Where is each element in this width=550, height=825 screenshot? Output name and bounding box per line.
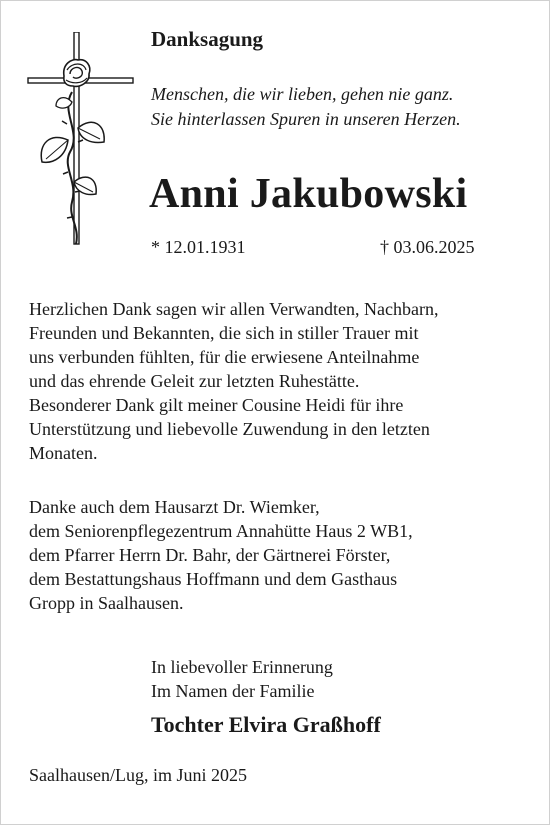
paragraph-line: Freunden und Bekannten, die sich in stiller Trauer mit [29,323,419,343]
paragraph-line: Besonderer Dank gilt meiner Cousine Heidi für ihre [29,395,404,415]
paragraph-line: dem Pfarrer Herrn Dr. Bahr, der Gärtnerei Förster, [29,545,391,565]
closing-line: In liebevoller Erinnerung [151,657,333,677]
paragraph-line: uns verbunden fühlten, für die erwiesene Anteilnahme [29,347,420,367]
memorial-quote [151,82,461,132]
deceased-name: Anni Jakubowski [149,171,468,217]
birth-date: * 12.01.1931 [151,237,246,257]
thanks-list-paragraph [29,495,534,615]
paragraph-line: Herzlichen Dank sagen wir allen Verwandten, Nachbarn, [29,299,439,319]
paragraph-line: Gropp in Saalhausen. [29,593,184,613]
paragraph-line: dem Seniorenpflegezentrum Annahütte Haus 2 WB1, [29,521,413,541]
closing-line: Im Namen der Familie [151,681,315,701]
place-and-date: Saalhausen/Lug, im Juni 2025 [29,765,247,785]
paragraph-line: Unterstützung und liebevolle Zuwendung in den letzten [29,419,430,439]
paragraph-line: Monaten. [29,443,98,463]
thanks-paragraph [29,297,534,465]
closing-lines [151,655,333,703]
signer-name: Tochter Elvira Graßhoff [151,712,381,737]
notice-heading: Danksagung [151,27,264,51]
paragraph-line: dem Bestattungshaus Hoffmann und dem Gasthaus [29,569,398,589]
paragraph-line: Danke auch dem Hausarzt Dr. Wiemker, [29,497,320,517]
quote-line: Sie hinterlassen Spuren in unseren Herzen. [151,109,461,129]
death-date: † 03.06.2025 [380,237,475,257]
cross-with-rose-icon [20,32,140,247]
paragraph-line: und das ehrende Geleit zur letzten Ruhestätte. [29,371,360,391]
quote-line: Menschen, die wir lieben, gehen nie ganz. [151,84,454,104]
